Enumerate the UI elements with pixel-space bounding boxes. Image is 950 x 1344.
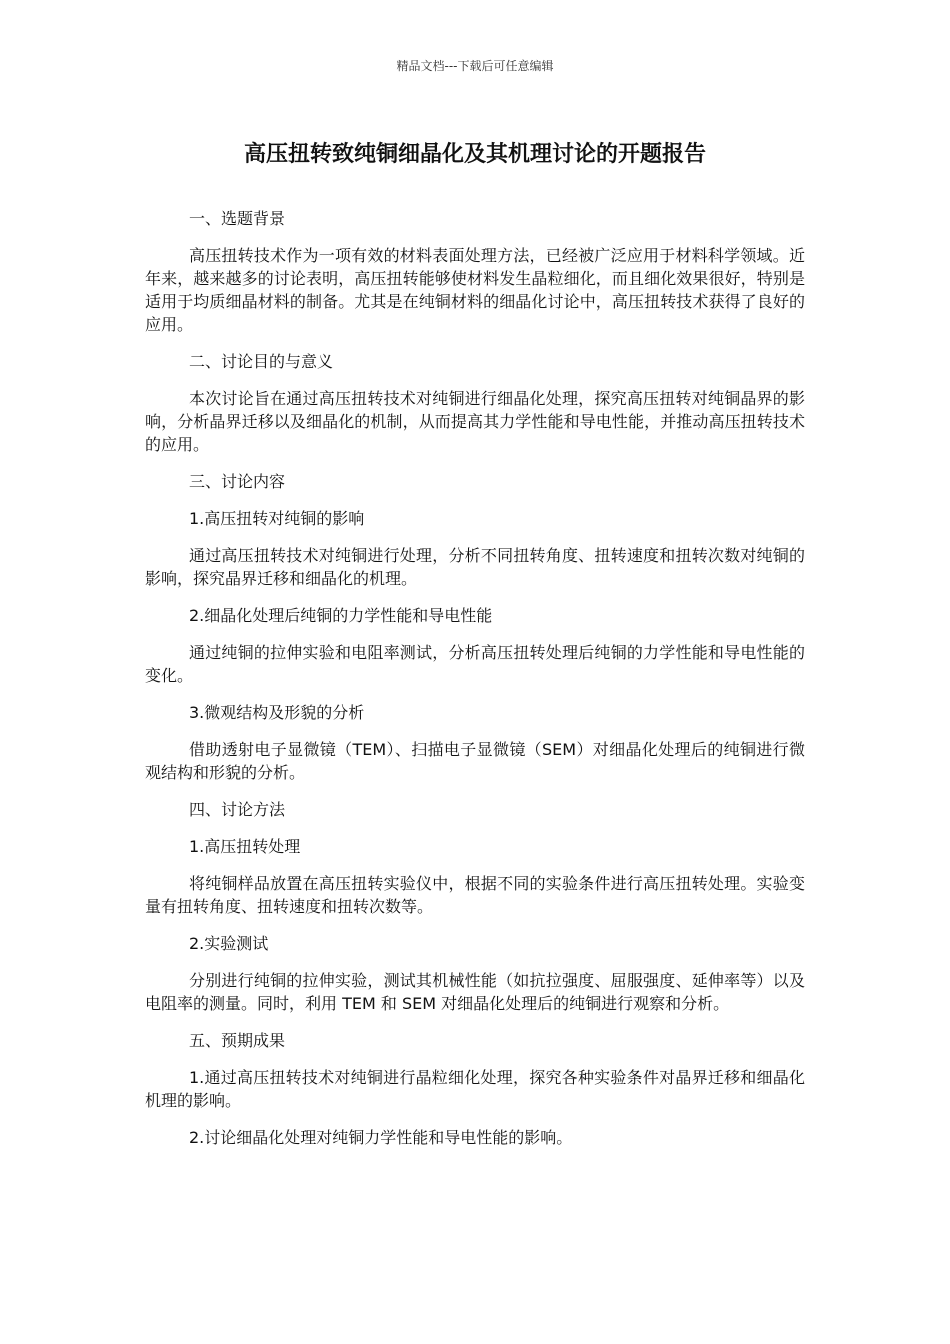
body-paragraph: 1.通过高压扭转技术对纯铜进行晶粒细化处理，探究各种实验条件对晶界迁移和细晶化机理的影响。 — [145, 1068, 805, 1110]
section-heading: 三、讨论内容 — [189, 472, 286, 491]
document-body — [145, 207, 805, 1163]
subsection-heading: 2.实验测试 — [189, 934, 269, 953]
body-paragraph: 通过高压扭转技术对纯铜进行处理，分析不同扭转角度、扭转速度和扭转次数对纯铜的影响，探究晶界迁移和细晶化的机理。 — [145, 546, 805, 588]
subsection-heading: 2.细晶化处理后纯铜的力学性能和导电性能 — [189, 606, 493, 625]
document-title: 高压扭转致纯铜细晶化及其机理讨论的开题报告 — [243, 142, 706, 167]
body-paragraph: 2.讨论细晶化处理对纯铜力学性能和导电性能的影响。 — [189, 1128, 573, 1147]
subsection-heading: 1.高压扭转对纯铜的影响 — [189, 509, 365, 528]
body-paragraph: 借助透射电子显微镜（TEM）、扫描电子显微镜（SEM）对细晶化处理后的纯铜进行微观结构和形貌的分析。 — [145, 740, 805, 782]
section-heading: 四、讨论方法 — [189, 800, 286, 819]
body-paragraph: 通过纯铜的拉伸实验和电阻率测试，分析高压扭转处理后纯铜的力学性能和导电性能的变化。 — [145, 643, 805, 685]
subsection-heading: 3.微观结构及形貌的分析 — [189, 703, 365, 722]
page-header: 精品文档---下载后可任意编辑 — [396, 59, 554, 73]
body-paragraph: 将纯铜样品放置在高压扭转实验仪中，根据不同的实验条件进行高压扭转处理。实验变量有扭转角度、扭转速度和扭转次数等。 — [145, 874, 805, 916]
subsection-heading: 1.高压扭转处理 — [189, 837, 301, 856]
body-paragraph: 高压扭转技术作为一项有效的材料表面处理方法，已经被广泛应用于材料科学领域。近年来，越来越多的讨论表明，高压扭转能够使材料发生晶粒细化，而且细化效果很好，特别是适用于均质细晶材料的制备。尤其是在纯铜材料的细晶化讨论中，高压扭转技术获得了良好的应用。 — [145, 246, 805, 334]
body-paragraph: 本次讨论旨在通过高压扭转技术对纯铜进行细晶化处理，探究高压扭转对纯铜晶界的影响，分析晶界迁移以及细晶化的机制，从而提高其力学性能和导电性能，并推动高压扭转技术的应用。 — [145, 389, 805, 454]
section-heading: 五、预期成果 — [189, 1031, 286, 1050]
section-heading: 二、讨论目的与意义 — [189, 352, 334, 371]
section-heading: 一、选题背景 — [189, 209, 286, 228]
body-paragraph: 分别进行纯铜的拉伸实验，测试其机械性能（如抗拉强度、屈服强度、延伸率等）以及电阻率的测量。同时，利用 TEM 和 SEM 对细晶化处理后的纯铜进行观察和分析。 — [145, 971, 805, 1013]
